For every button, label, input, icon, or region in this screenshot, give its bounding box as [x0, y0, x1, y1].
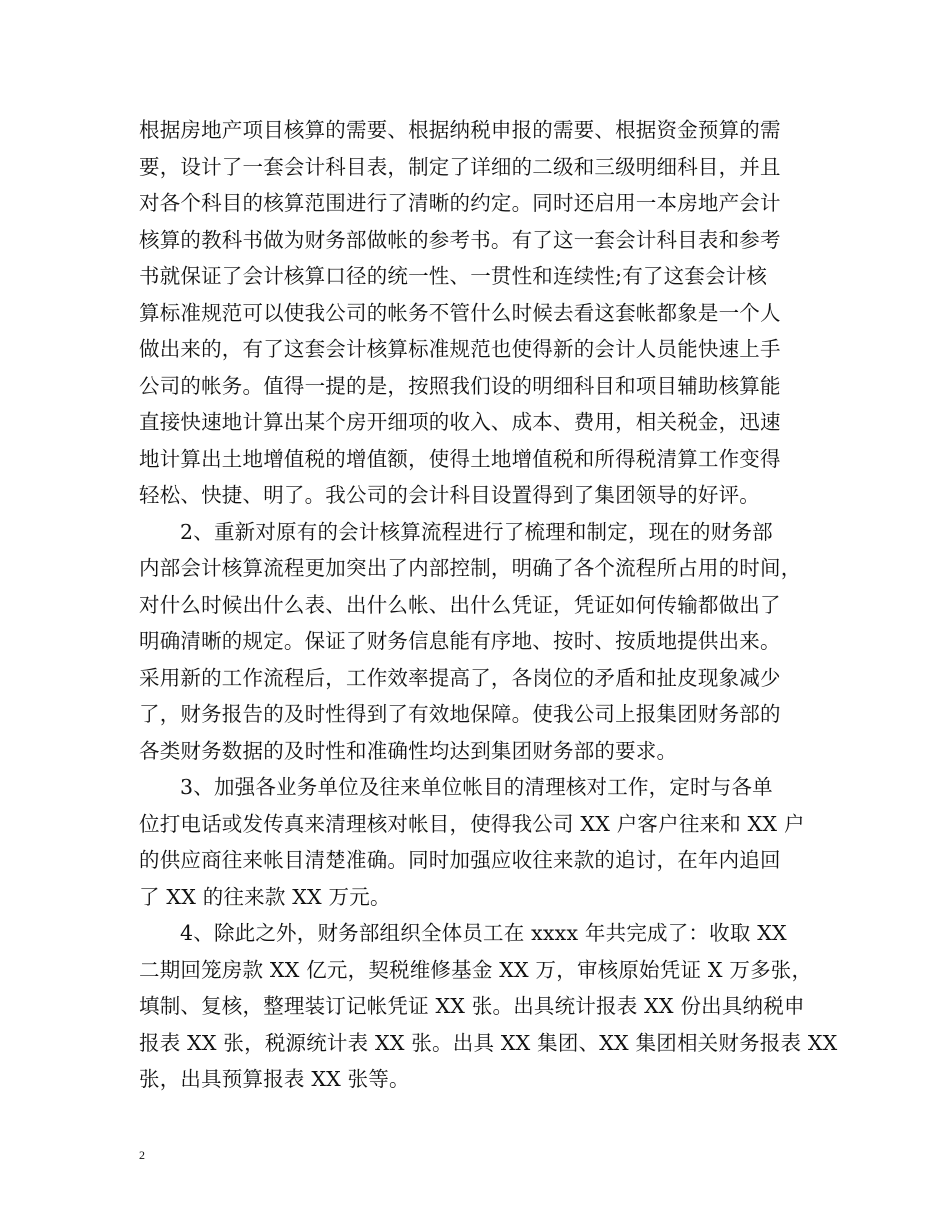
text-line: 3、加强各业务单位及往来单位帐目的清理核对工作，定时与各单 — [180, 775, 773, 799]
text-line: 要，设计了一套会计科目表，制定了详细的二级和三级明细科目，并且 — [139, 154, 781, 179]
text-line: 算标准规范可以使我公司的帐务不管什么时候去看这套帐都象是一个人 — [139, 300, 781, 325]
text-line: 核算的教科书做为财务部做帐的参考书。有了这一套会计科目表和参考 — [139, 227, 781, 252]
body-text — [139, 112, 838, 1098]
text-line: 报表 XX 张，税源统计表 XX 张。出具 XX 集团、XX 集团相关财务报表 XX — [139, 1030, 838, 1055]
text-line: 2、重新对原有的会计核算流程进行了梳理和制定，现在的财务部 — [180, 519, 773, 544]
text-line: 填制、复核，整理装订记帐凭证 XX 张。出具统计报表 XX 份出具纳税申 — [139, 994, 805, 1018]
text-line: 内部会计核算流程更加突出了内部控制，明确了各个流程所占用的时间， — [139, 556, 802, 580]
text-line: 二期回笼房款 XX 亿元，契税维修基金 XX 万，审核原始凭证 X 万多张， — [139, 957, 813, 982]
page-number: 2 — [139, 1148, 145, 1162]
text-line: 的供应商往来帐目清楚准确。同时加强应收往来款的追讨，在年内追回 — [139, 848, 781, 872]
text-line: 轻松、快捷、明了。我公司的会计科目设置得到了集团领导的好评。 — [139, 483, 760, 507]
text-line: 各类财务数据的及时性和准确性均达到集团财务部的要求。 — [139, 738, 678, 763]
text-line: 采用新的工作流程后，工作效率提高了，各岗位的矛盾和扯皮现象减少 — [139, 665, 781, 690]
text-line: 书就保证了会计核算口径的统一性、一贯性和连续性;有了这套会计核 — [139, 264, 768, 288]
text-line: 直接快速地计算出某个房开细项的收入、成本、费用，相关税金，迅速 — [139, 410, 781, 434]
text-line: 根据房地产项目核算的需要、根据纳税申报的需要、根据资金预算的需 — [139, 118, 781, 142]
text-line: 对各个科目的核算范围进行了清晰的约定。同时还启用一本房地产会计 — [139, 191, 781, 215]
text-line: 做出来的，有了这套会计核算标准规范也使得新的会计人员能快速上手 — [139, 337, 781, 361]
text-line: 明确清晰的规定。保证了财务信息能有序地、按时、按质地提供出来。 — [139, 629, 781, 653]
text-line: 对什么时候出什么表、出什么帐、出什么凭证，凭证如何传输都做出了 — [139, 592, 781, 617]
text-line: 了 XX 的往来款 XX 万元。 — [139, 884, 391, 909]
text-line: 位打电话或发传真来清理核对帐目，使得我公司 XX 户客户往来和 XX 户 — [139, 811, 805, 836]
text-line: 张，出具预算报表 XX 张等。 — [139, 1067, 410, 1091]
text-line: 4、除此之外，财务部组织全体员工在 xxxx 年共完成了：收取 XX — [180, 921, 787, 945]
text-line: 了，财务报告的及时性得到了有效地保障。使我公司上报集团财务部的 — [139, 702, 781, 726]
text-line: 地计算出土地增值税的增值额，使得土地增值税和所得税清算工作变得 — [139, 446, 781, 471]
text-line: 公司的帐务。值得一提的是，按照我们设的明细科目和项目辅助核算能 — [139, 373, 781, 398]
